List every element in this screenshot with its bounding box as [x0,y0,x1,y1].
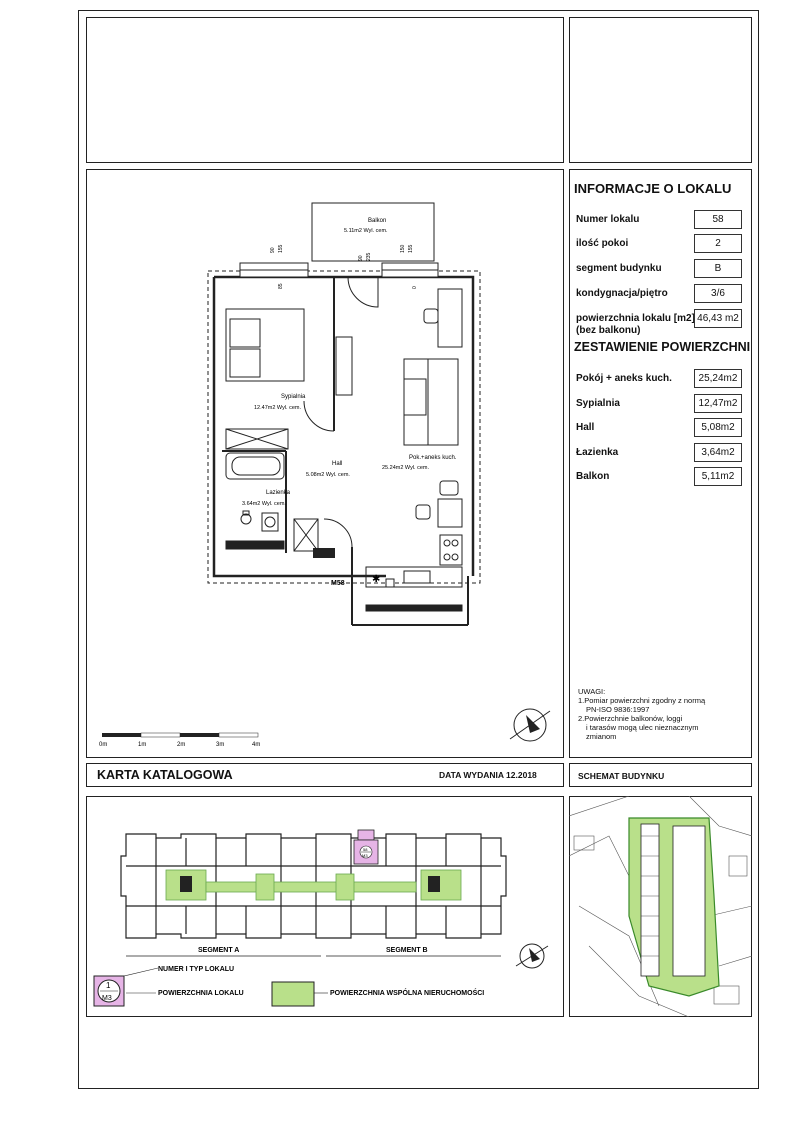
area-value-hall: 5,08m2 [694,418,742,437]
scale-label: 3m [216,742,225,748]
info-label-area: powierzchnia lokalu [m2] [576,313,695,324]
label-balcony: Balkon [368,218,387,224]
dining-table [438,499,462,527]
notes-line: PN-ISO 9836:1997 [586,705,650,714]
unit-tag-marker [314,549,334,557]
info-label-segment: segment budynku [576,263,662,274]
label-balcony-area: 5.11m2 Wyl. cem. [344,228,388,234]
notes-line: zmianom [586,732,617,741]
scheme-header [569,763,752,787]
segment-a-label: SEGMENT A [198,947,240,954]
notes-line: i tarasów mogą ulec nieznacznym [586,723,699,732]
area-value-bathroom: 3,64m2 [694,443,742,462]
outer-dashed-line [208,271,480,583]
scale-label: 0m [99,742,108,748]
card-title: KARTA KATALOGOWA [97,768,233,782]
label-hall: Hall [332,461,343,467]
info-label-number: Numer lokalu [576,214,640,225]
notes-title: UWAGI: [578,687,606,696]
legend-common-swatch [272,982,314,1006]
unit-type: M3 [362,853,368,858]
top-left-box [86,17,564,163]
segment-b-label: SEGMENT B [386,947,428,954]
area-value-living: 25,24m2 [694,369,742,388]
sink [262,513,278,531]
scale-label: 4m [252,742,261,748]
legend-area-label: POWIERZCHNIA LOKALU [158,990,244,997]
top-right-box [569,17,752,163]
label-bedroom: Sypialnia [281,394,306,400]
north-arrow-icon [516,944,548,968]
area-label-hall: Hall [576,422,595,433]
sofa [404,359,458,445]
legend-number: 1 [106,981,111,990]
cabinet [336,337,352,395]
unit-number: 58 [363,847,368,852]
bath-counter [226,541,284,549]
info-title: INFORMACJE O LOKALU [574,181,732,196]
legend-common-label: POWIERZCHNIA WSPÓLNA NIERUCHOMOŚCI [330,990,485,997]
scheme-title: SCHEMAT BUDYNKU [578,771,665,781]
info-label-floor: kondygnacja/piętro [576,288,668,299]
issue-date: DATA WYDANIA 12.2018 [439,770,537,780]
notes-line: 1.Pomiar powierzchni zgodny z normą [578,696,706,705]
scale-label: 1m [138,742,147,748]
notes-line: 2.Powierzchnie balkonów, loggi [578,714,683,723]
info-label-rooms: ilość pokoi [576,238,629,249]
area-label-living: Pokój + aneks kuch. [576,373,672,384]
dimension-label: 0 [412,286,418,289]
building-blocks [641,824,705,976]
legend-unit-icon [94,976,124,1006]
kitchen-sink [404,571,430,583]
info-panel [569,169,752,758]
chair [424,309,438,323]
dimension-label: 90 [358,255,364,261]
area-label-bathroom: Łazienka [576,447,619,458]
dimension-label: 90 [270,247,276,253]
legend-type: M3 [102,995,112,1002]
door-balcony [348,277,378,307]
label-hall-area: 5.08m2 Wyl. cem. [306,472,350,478]
label-living: Pok.+aneks kuch. [409,455,457,461]
building-overview [86,796,564,1017]
area-label-bedroom: Sypialnia [576,398,620,409]
info-value-floor: 3/6 [694,284,742,303]
area-label-balcony: Balkon [576,471,610,482]
north-arrow-icon [510,709,550,741]
info-label-area-note: (bez balkonu) [576,325,641,336]
floor-plan [86,169,564,758]
scale-bar [99,733,260,748]
label-bedroom-area: 12.47m2 Wyl. cem. [254,405,302,411]
unit-highlight [354,830,378,864]
common-area [166,870,461,900]
info-value-area: 46,43 m2 [694,309,742,328]
dimension-label: 155 [408,244,414,253]
label-living-area: 25.24m2 Wyl. cem. [382,465,430,471]
label-bathroom-area: 3.64m2 Wyl. cem. [242,501,286,507]
door-bedroom [304,401,334,431]
dimension-label: 85 [278,283,284,289]
legend-title: NUMER I TYP LOKALU [158,966,235,973]
door-entrance [324,519,352,547]
area-value-balcony: 5,11m2 [694,467,742,486]
info-value-number: 58 [694,210,742,229]
notes-block [578,687,705,741]
unit-tag: M58 [331,580,345,587]
dimension-label: 150 [400,244,406,253]
desk [438,289,462,347]
areas-title: ZESTAWIENIE POWIERZCHNI [574,340,751,354]
dimension-label: 155 [278,244,284,253]
info-value-rooms: 2 [694,234,742,253]
kitchen-cabinets [366,605,462,611]
info-value-segment: B [694,259,742,278]
scale-label: 2m [177,742,186,748]
area-value-bedroom: 12,47m2 [694,394,742,413]
outer-wall-east [214,277,473,576]
site-scheme [569,796,752,1017]
bed [226,309,304,381]
dimension-label: 235 [366,252,372,261]
label-bathroom: Lazienka [266,490,291,496]
outer-wall-west [214,277,386,576]
card-header [86,763,564,787]
cooktop [440,535,462,565]
coffee-table [404,379,426,415]
asterisk-icon: ✱ [372,574,381,585]
